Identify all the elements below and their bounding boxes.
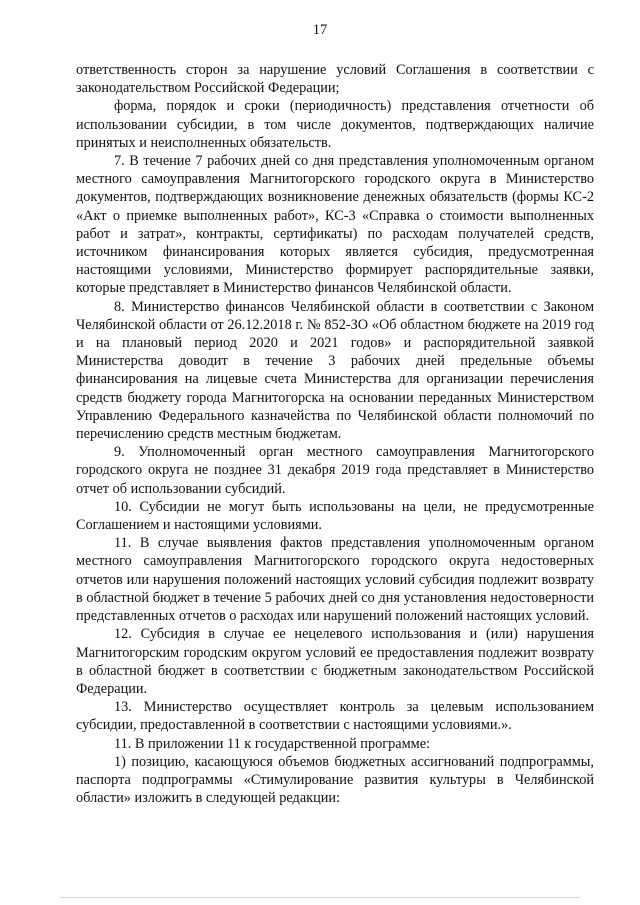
paragraph-item-10: 10. Субсидии не могут быть использованы на цели, не предусмотренные Соглашением и настоящими условиями. — [76, 498, 594, 534]
paragraph-item-12: 12. Субсидия в случае ее нецелевого использования и (или) нарушения Магнитогорским городским округом условий ее предоставления подлежит возврату в областной бюджет в соответствии с бюджетным законодательством Российской Федерации. — [76, 626, 594, 697]
paragraph-liability: ответственность сторон за нарушение условий Соглашения в соответствии с законодательством Российской Федерации; — [76, 62, 594, 97]
page-number: 17 — [312, 22, 328, 38]
scan-bottom-edge — [60, 897, 580, 898]
paragraph-reporting-form: форма, порядок и сроки (периодичность) представления отчетности об использовании субсидии, в том числе документов, подтверждающих наличие принятых и неисполненных обязательств. — [76, 98, 594, 151]
paragraph-item-11: 11. В случае выявления фактов представления уполномоченным органом местного самоуправления Магнитогорского городского округа недостоверных отчетов или нарушения положений настоящих условий субсидия подлежит возврату в областной бюджет в течение 5 рабочих дней со дня установления недостоверности представленных отчетов о расходах или нарушений положений настоящих условий. — [76, 535, 594, 625]
paragraph-item-13: 13. Министерство осуществляет контроль за целевым использованием субсидии, предоставленной в соответствии с настоящими условиями.». — [76, 699, 594, 734]
paragraph-item-7: 7. В течение 7 рабочих дней со дня представления уполномоченным органом местного самоуправления Магнитогорского городского округа в Министерство документов, подтверждающих возникновение денежных обязательств (формы КС-2 «Акт о приемке выполненных работ», КС-3 «Справка о стоимости выполненных работ и затрат», контракты, сертификаты) по расходам получателей средств, источником финансирования которых является субсидия, предусмотренная настоящими условиями, Министерство формирует распорядительные заявки, которые представляет в Министерство финансов Челябинской области. — [76, 153, 594, 297]
paragraph-subitem-1: 1) позицию, касающуюся объемов бюджетных ассигнований подпрограммы, паспорта подпрограммы «Стимулирование развития культуры в Челябинской области» изложить в следующей редакции: — [76, 753, 594, 807]
paragraph-item-9: 9. Уполномоченный орган местного самоуправления Магнитогорского городского округа не позднее 31 декабря 2019 года представляет в Министерство отчет об использовании субсидий. — [76, 444, 594, 497]
paragraph-appendix-11: 11. В приложении 11 к государственной программе: — [114, 735, 431, 752]
paragraph-item-8: 8. Министерство финансов Челябинской области в соответствии с Законом Челябинской области от 26.12.2018 г. № 852-ЗО «Об областном бюджете на 2019 год и на плановый период 2020 и 2021 годов» и распорядительной заявкой Министерства доводит в течение 3 рабочих дней предельные объемы финансирования на лицевые счета Министерства для организации перечисления средств бюджету города Магнитогорска на основании переданных Министерством Управлению Федерального казначейства по Челябинской области полномочий по перечислению средств местным бюджетам. — [76, 298, 594, 443]
document-body — [76, 61, 594, 807]
